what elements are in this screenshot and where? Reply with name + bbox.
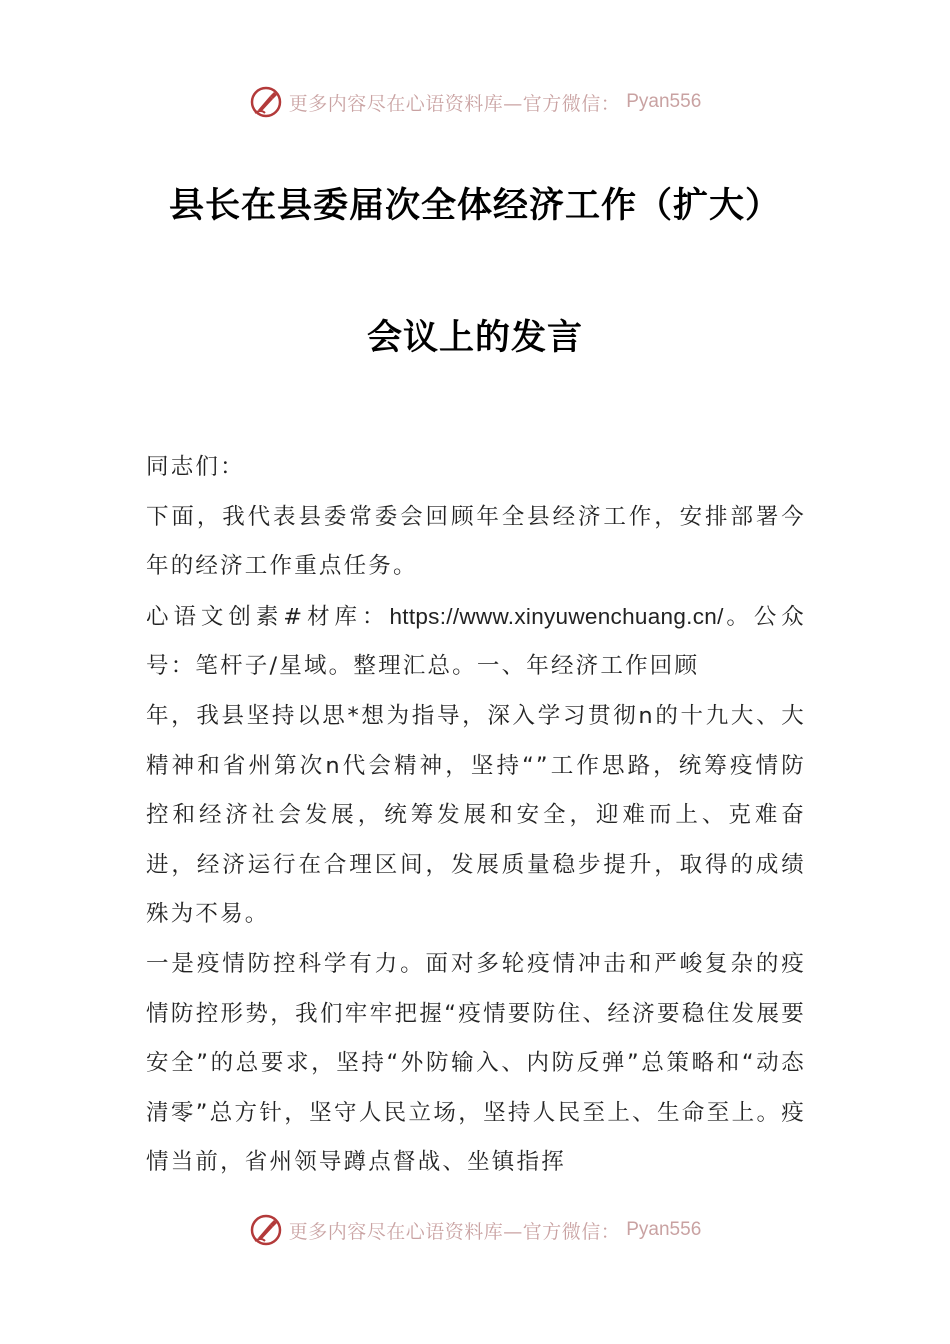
watermark-wechat-id: Pyan556 bbox=[626, 1219, 702, 1240]
watermark-footer bbox=[0, 1210, 950, 1250]
watermark-wechat-id: Pyan556 bbox=[626, 91, 702, 112]
paragraph-epidemic: 一是疫情防控科学有力。面对多轮疫情冲击和严峻复杂的疫情防控形势，我们牢牢把握“疫情要防住、经济要稳住发展要安全”的总要求，坚持“外防输入、内防反弹”总策略和“动态清零”总方针，坚守人民立场，坚持人民至上、生命至上。疫情当前，省州领导蹲点督战、坐镇指挥 bbox=[146, 950, 806, 1176]
watermark-header bbox=[0, 82, 950, 122]
watermark-text: 更多内容尽在心语资料库—官方微信： bbox=[288, 1220, 621, 1243]
source-url: https://www.xinyuwenchuang.cn/ bbox=[389, 603, 724, 629]
document-title-line2: 会议上的发言 bbox=[366, 318, 583, 358]
watermark-text: 更多内容尽在心语资料库—官方微信： bbox=[288, 92, 621, 115]
paragraph-review: 年，我县坚持以思*想为指导，深入学习贯彻n的十九大、大精神和省州第次n代会精神，坚持“”工作思路，统筹疫情防控和经济社会发展，统筹发展和安全，迎难而上、克难奋进，经济运行在合理区间，发展质量稳步提升，取得的成绩殊为不易。 bbox=[146, 702, 806, 928]
source-prefix: 心语文创素#材库： bbox=[146, 603, 390, 630]
pen-logo-icon bbox=[249, 85, 283, 119]
paragraph-source bbox=[146, 592, 806, 692]
source-suffix: 。公众号：笔杆子/星域。整理汇总。一、年经济工作回顾 bbox=[146, 603, 807, 680]
greeting: 同志们： bbox=[146, 454, 245, 480]
document-body bbox=[146, 443, 806, 1188]
document-title-line1: 县长在县委届次全体经济工作（扩大） bbox=[168, 186, 781, 226]
pen-logo-icon bbox=[249, 1213, 283, 1247]
paragraph-intro: 下面，我代表县委常委会回顾年全县经济工作，安排部署今年的经济工作重点任务。 bbox=[146, 503, 806, 580]
